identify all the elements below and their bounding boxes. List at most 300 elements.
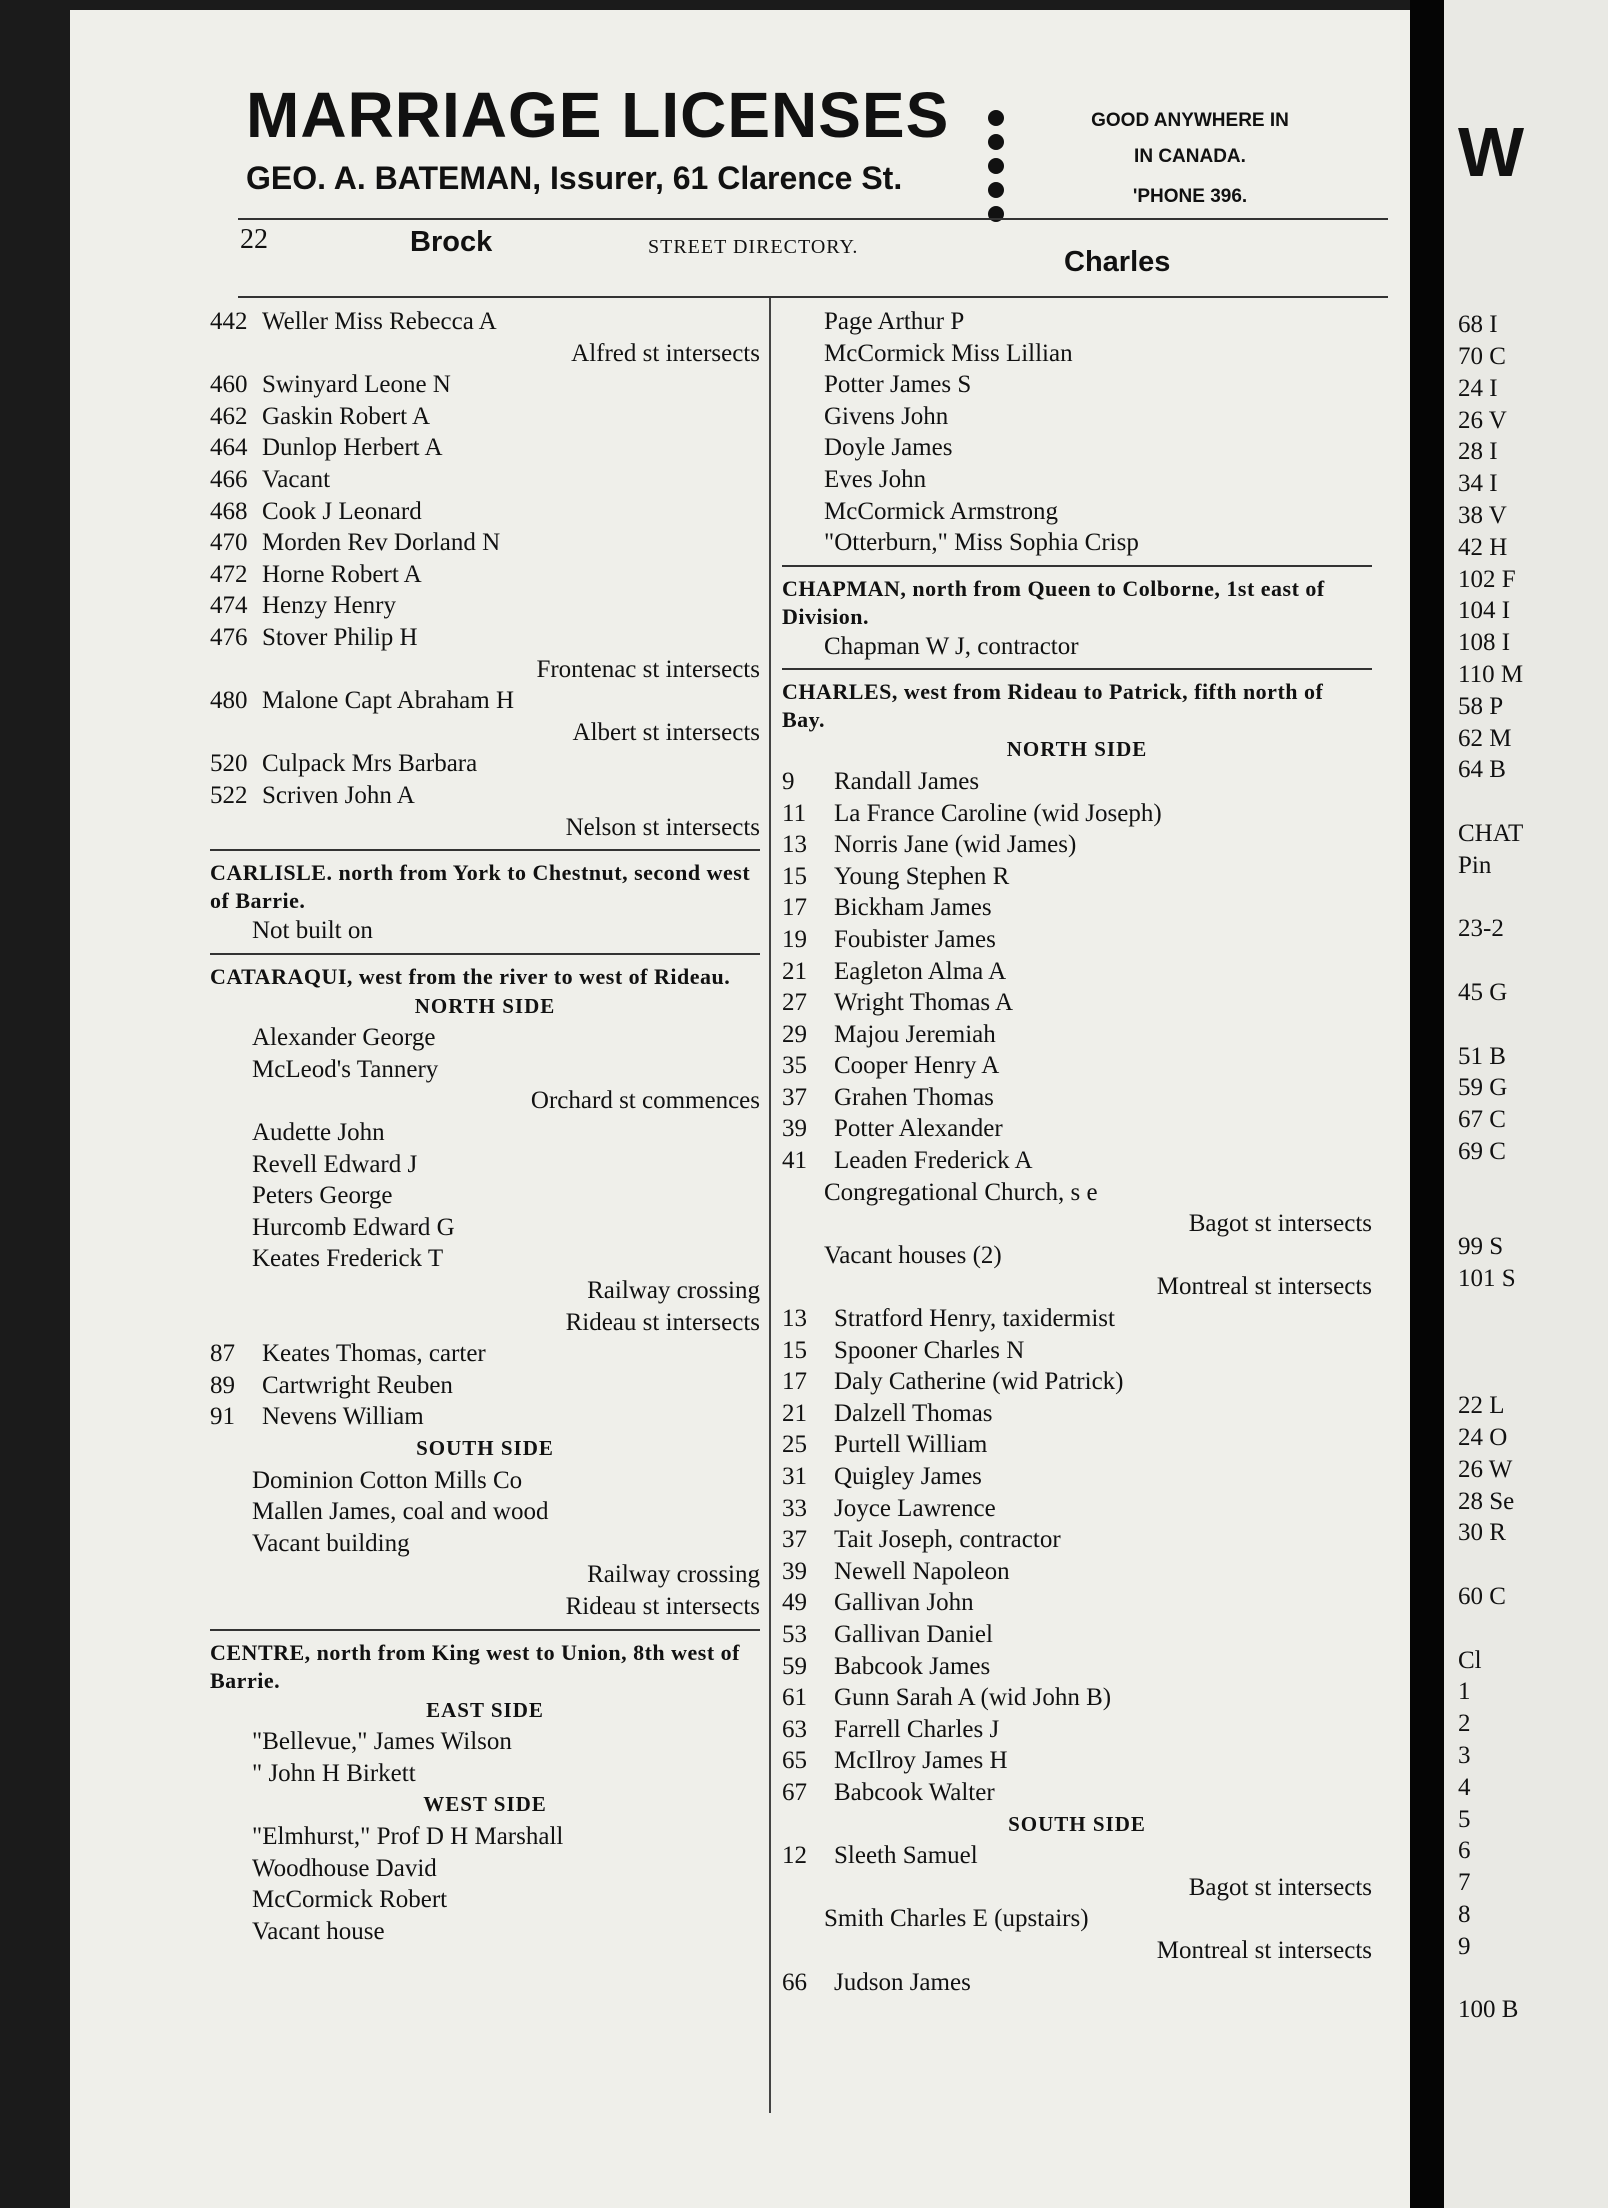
entry-text: " John H Birkett [252,1759,416,1787]
house-number: 33 [782,1494,807,1522]
entry-text: Young Stephen R [834,862,1010,890]
house-number: 460 [210,371,248,399]
directory-entry [210,1401,760,1433]
facing-page-line [1444,1295,1524,1327]
facing-page-line: 62 M [1458,724,1512,752]
facing-page-line: 58 P [1458,692,1504,720]
entry-text: Montreal st intersects [1156,1273,1372,1301]
facing-page-line: 22 L [1458,1392,1505,1420]
house-number: 442 [210,308,248,335]
entry-text: McLeod's Tannery [252,1055,439,1083]
entry-text: Montreal st intersects [1156,1936,1372,1964]
facing-page-line: 3 [1458,1742,1471,1770]
directory-entry [210,1243,760,1275]
cataraqui-heading: CATARAQUI, west from the river to west of Rideau. [210,963,731,989]
facing-page-line [1444,246,1524,278]
facing-page-line: 100 B [1458,1996,1519,2024]
directory-entry [210,527,760,559]
house-number: 67 [782,1778,807,1806]
facing-page-lines [1444,113,1525,2026]
entry-text: Peters George [252,1182,393,1210]
book-spine [1410,0,1444,2208]
house-number: 91 [210,1403,235,1431]
house-number: 65 [782,1747,807,1775]
facing-page-line: 1 [1458,1678,1471,1706]
facing-page-line [1444,1327,1524,1359]
entry-text: Scriven John A [262,781,415,809]
centre-west-entries [210,1821,760,1947]
house-number: 474 [210,592,248,620]
directory-entry [782,1240,1372,1272]
entry-text: Audette John [252,1119,385,1147]
house-number: 63 [782,1715,807,1743]
house-number: 15 [782,862,807,890]
entry-text: Bagot st intersects [1188,1210,1372,1238]
running-head-left: Brock [410,226,493,258]
carlisle-entry: Not built on [252,917,373,945]
intersect-note [210,717,760,749]
intersect-note [782,1271,1372,1303]
house-number: 27 [782,989,807,1017]
section-rule [210,1629,760,1631]
entry-text: Alfred st intersects [571,339,760,367]
entry-text: Daly Catherine (wid Patrick) [834,1368,1124,1396]
house-number: 21 [782,957,807,985]
section-rule [782,565,1372,567]
entry-text: Foubister James [834,925,996,953]
facing-page-line: 7 [1458,1869,1471,1897]
intersect-note [210,338,760,370]
directory-entry [782,1967,1372,1999]
entry-text: Farrell Charles J [834,1715,1000,1743]
entry-text: Culpack Mrs Barbara [262,750,478,778]
entry-text: Babcook James [834,1652,991,1680]
intersect-note [210,1085,760,1117]
intersect-note [210,654,760,686]
facing-page-line: 28 Se [1458,1487,1515,1515]
house-number: 520 [210,750,248,778]
facing-page-line [1444,1613,1524,1645]
facing-page-line: 9 [1458,1932,1471,1960]
intersect-note [210,812,760,844]
entry-text: Tait Joseph, contractor [834,1526,1061,1554]
directory-entry [782,1177,1372,1209]
directory-entry [782,829,1372,861]
section-rule [782,668,1372,670]
facing-page-line: W [1458,113,1525,191]
directory-entry [210,1180,760,1212]
directory-entry: Givens John [824,402,949,430]
house-number: 53 [782,1620,807,1648]
directory-entry [782,1461,1372,1493]
directory-entry [210,590,760,622]
house-number: 480 [210,687,248,715]
directory-entry [782,924,1372,956]
entry-text: Dominion Cotton Mills Co [252,1466,523,1494]
entry-text: Hurcomb Edward G [252,1213,455,1241]
facing-page-line: 24 O [1458,1424,1508,1452]
entry-text: Cooper Henry A [834,1052,1000,1080]
entry-text: "Bellevue," James Wilson [252,1728,512,1756]
entry-text: Mallen James, coal and wood [252,1498,549,1526]
house-number: 17 [782,894,807,922]
facing-page-line: 23-2 [1458,915,1504,943]
directory-entry: McCormick Armstrong [824,497,1059,525]
entry-text: Joyce Lawrence [834,1494,996,1522]
house-number: 39 [782,1115,807,1143]
ad-title: MARRIAGE LICENSES [246,79,950,151]
directory-entry: "Otterburn," Miss Sophia Crisp [824,529,1139,557]
facing-page-line: 34 I [1458,470,1498,498]
facing-page-line [1444,1963,1524,1995]
directory-entry [210,1726,760,1758]
top-entries [782,306,1372,559]
house-number: 464 [210,434,248,462]
running-head-right: Charles [1064,246,1171,278]
header-rule [238,218,1388,220]
house-number: 37 [782,1526,807,1554]
house-number: 39 [782,1557,807,1585]
entry-text: Bickham James [834,894,992,922]
brock-entries [210,306,760,843]
directory-entry [210,559,760,591]
facing-page-line: 5 [1458,1805,1471,1833]
directory-entry [782,1493,1372,1525]
facing-page-line: 68 I [1458,311,1498,339]
directory-entry [782,1303,1372,1335]
house-number: 41 [782,1147,807,1175]
entry-text: Eagleton Alma A [834,957,1007,985]
house-number: 13 [782,1305,807,1333]
house-number: 19 [782,925,807,953]
facing-page-line [1444,945,1524,977]
house-number: 522 [210,781,248,809]
centre-east-entries [210,1726,760,1789]
facing-page-line: 30 R [1458,1519,1506,1547]
entry-text: Orchard st commences [530,1087,760,1115]
directory-entry [782,1619,1372,1651]
directory-entry [210,1528,760,1560]
directory-entry [210,1821,760,1853]
facing-page-line: 101 S [1458,1265,1516,1293]
facing-page-line: 6 [1458,1837,1471,1865]
house-number: 9 [782,767,795,795]
facing-page-line: 45 G [1458,978,1508,1006]
centre-east-side: EAST SIDE [426,1697,544,1722]
charles-north-side: NORTH SIDE [1006,737,1148,762]
facing-page-line [1444,1200,1524,1232]
facing-page-fragment [1444,0,1608,2208]
facing-page-line: 108 I [1458,629,1511,657]
facing-page-line [1444,277,1524,309]
entry-text: Weller Miss Rebecca A [262,308,497,335]
column-divider [769,298,771,2113]
directory-entry [210,1496,760,1528]
facing-page-line [1444,786,1524,818]
house-number: 472 [210,560,248,588]
facing-page-line: 67 C [1458,1106,1506,1134]
house-number: 15 [782,1336,807,1364]
directory-entry [782,1429,1372,1461]
directory-entry [210,1022,760,1054]
house-number: 35 [782,1052,807,1080]
entry-text: Woodhouse David [252,1854,437,1882]
house-number: 11 [782,799,807,827]
directory-entry [782,798,1372,830]
directory-entry [782,861,1372,893]
chapman-heading: CHAPMAN, north from Queen to Colborne, 1st east of Division. [782,575,1325,629]
directory-entry [782,1556,1372,1588]
directory-entry [782,1777,1372,1809]
entry-text: Cook J Leonard [262,497,422,525]
entry-text: Nevens William [262,1403,424,1431]
directory-entry [782,1524,1372,1556]
directory-entry [782,1651,1372,1683]
entry-text: Newell Napoleon [834,1557,1010,1585]
facing-page-line [1444,882,1524,914]
facing-page-line: 26 V [1458,406,1507,434]
entry-text: Vacant building [252,1529,410,1557]
directory-entry [782,1840,1372,1872]
entry-text: Spooner Charles N [834,1336,1025,1364]
entry-text: Leaden Frederick A [834,1147,1033,1175]
facing-page-line: 70 C [1458,342,1506,370]
intersect-note [210,1591,760,1623]
entry-text: Vacant [262,465,331,493]
entry-text: Albert st intersects [572,718,760,746]
directory-entry [782,1903,1372,1935]
directory-entry: Potter James S [824,371,972,399]
house-number: 462 [210,402,248,430]
charles-heading: CHARLES, west from Rideau to Patrick, fifth north of Bay. [782,679,1324,733]
house-number: 59 [782,1652,807,1680]
entry-text: Gunn Sarah A (wid John B) [834,1684,1112,1712]
entry-text: Vacant house [252,1917,385,1945]
house-number: 66 [782,1968,807,1996]
entry-text: Randall James [834,767,980,795]
directory-entry [210,369,760,401]
cataraqui-south-entries [210,1465,760,1623]
entry-text: Malone Capt Abraham H [262,687,515,715]
house-number: 13 [782,831,807,859]
directory-entry [782,1050,1372,1082]
facing-page-line: 60 C [1458,1583,1506,1611]
directory-entry [782,892,1372,924]
facing-page-line [1444,1358,1524,1390]
entry-text: Gaskin Robert A [262,402,431,430]
facing-page-line: 2 [1458,1710,1471,1738]
entry-text: Quigley James [834,1463,982,1490]
facing-page-line: 64 B [1458,756,1506,784]
cataraqui-north-side: NORTH SIDE [414,993,556,1018]
entry-text: Smith Charles E (upstairs) [824,1905,1089,1933]
facing-page-line: 59 G [1458,1074,1508,1102]
page-number: 22 [240,224,268,255]
intersect-note [782,1208,1372,1240]
directory-entry [210,1054,760,1086]
centre-west-side: WEST SIDE [423,1792,547,1817]
centre-heading: CENTRE, north from King west to Union, 8th west of Barrie. [210,1639,740,1693]
house-number: 466 [210,465,248,493]
directory-entry [210,622,760,654]
house-number: 468 [210,497,248,525]
directory-entry: Page Arthur P [824,308,965,335]
directory-entry [210,1465,760,1497]
facing-page-line: 104 I [1458,597,1511,625]
running-head-center: STREET DIRECTORY. [648,236,859,258]
house-number: 61 [782,1684,807,1712]
directory-entry [210,1212,760,1244]
entry-text: Swinyard Leone N [262,371,451,399]
entry-text: Rideau st intersects [565,1592,760,1620]
facing-page-line: 51 B [1458,1042,1506,1070]
facing-page-line: Pin [1458,851,1492,879]
directory-entry [782,987,1372,1019]
entry-text: Gallivan John [834,1589,974,1617]
cataraqui-south-side: SOUTH SIDE [416,1436,554,1460]
entry-text: Railway crossing [587,1561,760,1589]
entry-text: Rideau st intersects [565,1308,760,1336]
entry-text: Henzy Henry [262,592,396,620]
directory-entry [210,464,760,496]
facing-page-line [1444,214,1524,246]
directory-entry [210,1853,760,1885]
house-number: 25 [782,1431,807,1459]
entry-text: Congregational Church, s e [824,1178,1098,1206]
entry-text: Stover Philip H [262,623,418,651]
entry-text: Purtell William [834,1431,988,1459]
entry-text: Judson James [834,1968,971,1996]
directory-entry [782,1682,1372,1714]
facing-page-line [1444,1549,1524,1581]
entry-text: Majou Jeremiah [834,1020,996,1048]
facing-page-line: CHAT [1458,819,1524,847]
house-number: 37 [782,1083,807,1111]
facing-page-line: 24 I [1458,374,1498,402]
entry-text: Nelson st intersects [565,813,760,841]
facing-page-line [1444,1168,1524,1200]
entry-text: McCormick Robert [252,1886,448,1914]
directory-entry [782,1366,1372,1398]
facing-page-line: 99 S [1458,1233,1504,1261]
facing-page-line: 110 M [1458,660,1524,688]
intersect-note [210,1307,760,1339]
entry-text: Dunlop Herbert A [262,434,443,462]
entry-text: Railway crossing [587,1277,760,1305]
facing-page-line [1444,1009,1524,1041]
directory-entry [782,1714,1372,1746]
directory-entry [782,766,1372,798]
directory-entry [210,1758,760,1790]
ad-right-line-3: 'PHONE 396. [1132,186,1248,207]
ad-dot-divider [988,110,1006,230]
section-rule [210,849,760,851]
directory-entry [210,1117,760,1149]
charles-south-entries [782,1840,1372,1998]
right-column [782,306,1372,1998]
house-number: 476 [210,623,248,651]
directory-entry [210,780,760,812]
entry-text: Stratford Henry, taxidermist [834,1305,1115,1333]
intersect-note [782,1872,1372,1904]
directory-entry [782,1587,1372,1619]
entry-text: "Elmhurst," Prof D H Marshall [252,1822,564,1850]
entry-text: Grahen Thomas [834,1083,994,1111]
entry-text: Potter Alexander [834,1115,1003,1143]
directory-entry [782,1398,1372,1430]
directory-entry [210,306,760,338]
facing-page-line: 38 V [1458,501,1507,529]
entry-text: Dalzell Thomas [834,1399,993,1427]
entry-text: Keates Frederick T [252,1245,444,1273]
directory-entry [210,401,760,433]
entry-text: Frontenac st intersects [536,655,760,683]
entry-text: Horne Robert A [262,560,422,588]
directory-entry [210,1338,760,1370]
directory-page [70,10,1410,2208]
directory-entry [210,748,760,780]
entry-text: McIlroy James H [834,1747,1008,1775]
entry-text: Vacant houses (2) [824,1241,1002,1269]
directory-entry [782,1113,1372,1145]
running-head-rule [238,296,1388,298]
directory-entry: McCormick Miss Lillian [824,339,1073,367]
directory-entry [210,432,760,464]
directory-entry [782,1019,1372,1051]
directory-entry [782,956,1372,988]
directory-entry [210,496,760,528]
entry-text: Keates Thomas, carter [262,1340,486,1368]
facing-page-line: 8 [1458,1901,1471,1929]
entry-text: Gallivan Daniel [834,1620,993,1648]
house-number: 21 [782,1399,807,1427]
intersect-note [210,1275,760,1307]
house-number: 87 [210,1340,235,1368]
directory-entry [210,1916,760,1948]
house-number: 89 [210,1371,235,1399]
directory-entry [210,1370,760,1402]
directory-entry [782,1145,1372,1177]
entry-text: Morden Rev Dorland N [262,529,501,557]
directory-entry [782,1745,1372,1777]
ad-right-line-2: IN CANADA. [1134,146,1246,167]
directory-entry [782,1335,1372,1367]
cataraqui-north-entries [210,1022,760,1433]
left-column [210,306,760,1947]
facing-page-line: 4 [1458,1773,1471,1801]
directory-entry: Doyle James [824,434,953,462]
entry-text: Alexander George [252,1024,436,1052]
section-rule [210,953,760,955]
directory-entry [210,1884,760,1916]
charles-south-side: SOUTH SIDE [1008,1811,1146,1836]
facing-page-line: Cl [1458,1646,1482,1674]
intersect-note [210,1559,760,1591]
facing-page-line: 69 C [1458,1137,1506,1165]
directory-entry [210,685,760,717]
ad-right-line-1: GOOD ANYWHERE IN [1091,110,1289,131]
facing-page-line: 42 H [1458,533,1508,561]
house-number: 470 [210,529,248,557]
directory-entry [782,1082,1372,1114]
entry-text: Revell Edward J [252,1150,418,1178]
entry-text: Cartwright Reuben [262,1371,453,1399]
entry-text: Bagot st intersects [1188,1873,1372,1901]
entry-text: Babcook Walter [834,1778,995,1806]
carlisle-heading: CARLISLE. north from York to Chestnut, second west of Barrie. [210,860,751,914]
directory-entry: Eves John [824,465,927,493]
entry-text: La France Caroline (wid Joseph) [834,799,1162,827]
